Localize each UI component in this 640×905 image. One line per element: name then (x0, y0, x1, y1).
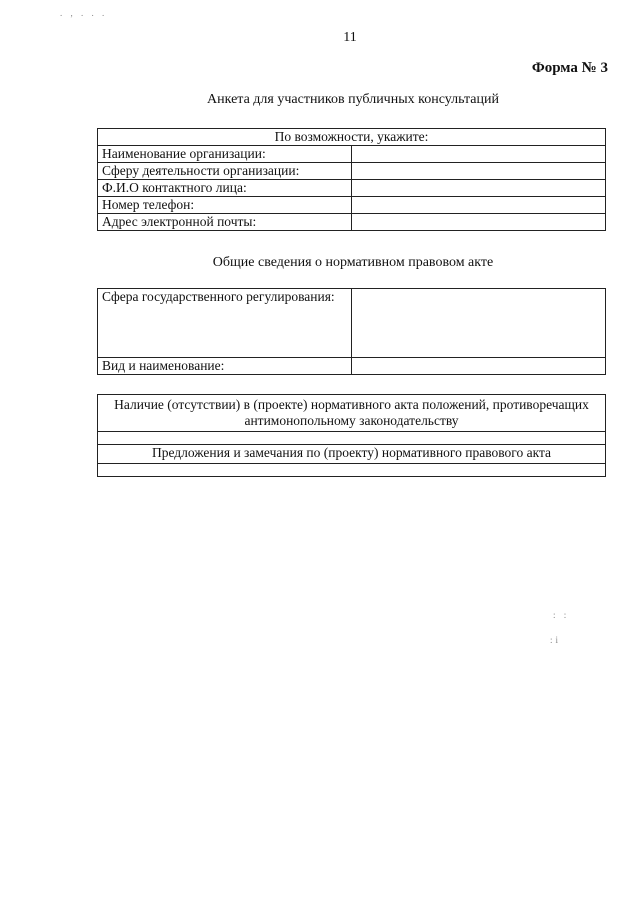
form-label: Форма № 3 (531, 60, 608, 76)
table-row (98, 432, 606, 445)
phone-field[interactable] (352, 197, 606, 214)
regulation-sphere-label: Сфера государственного регулирования: (98, 289, 352, 358)
scan-noise: . , . . . (60, 8, 108, 18)
email-label: Адрес электронной почты: (98, 214, 352, 231)
antimonopoly-field[interactable] (98, 432, 606, 445)
scan-noise: : : (553, 610, 570, 620)
questionnaire-title: Анкета для участников публичных консультаций (207, 92, 499, 107)
organization-name-label: Наименование организации: (98, 146, 352, 163)
contact-person-label: Ф.И.О контактного лица: (98, 180, 352, 197)
table-row (98, 214, 606, 231)
table-row (98, 395, 606, 432)
antimonopoly-table (97, 394, 606, 477)
contact-info-header: По возможности, укажите: (98, 129, 606, 146)
organization-name-field[interactable] (352, 146, 606, 163)
antimonopoly-heading: Наличие (отсутствии) в (проекте) нормативного акта положений, противоречащих антимонопольному законодательству (98, 395, 606, 432)
regulation-sphere-field[interactable] (352, 289, 606, 358)
table-row (98, 163, 606, 180)
email-field[interactable] (352, 214, 606, 231)
page-number: 11 (343, 30, 357, 45)
table-row (98, 146, 606, 163)
activity-sphere-field[interactable] (352, 163, 606, 180)
phone-label: Номер телефон: (98, 197, 352, 214)
scan-noise: :i (550, 635, 562, 645)
table-row (98, 464, 606, 477)
activity-sphere-label: Сферу деятельности организации: (98, 163, 352, 180)
act-info-title: Общие сведения о нормативном правовом акте (212, 255, 494, 270)
act-info-table (97, 288, 606, 375)
act-type-label: Вид и наименование: (98, 358, 352, 375)
contact-info-table (97, 128, 606, 231)
act-type-field[interactable] (352, 358, 606, 375)
proposals-field[interactable] (98, 464, 606, 477)
table-row (98, 180, 606, 197)
proposals-heading: Предложения и замечания по (проекту) нормативного правового акта (98, 445, 606, 464)
table-row (98, 289, 606, 358)
table-row (98, 197, 606, 214)
table-row (98, 358, 606, 375)
contact-person-field[interactable] (352, 180, 606, 197)
table-row (98, 445, 606, 464)
